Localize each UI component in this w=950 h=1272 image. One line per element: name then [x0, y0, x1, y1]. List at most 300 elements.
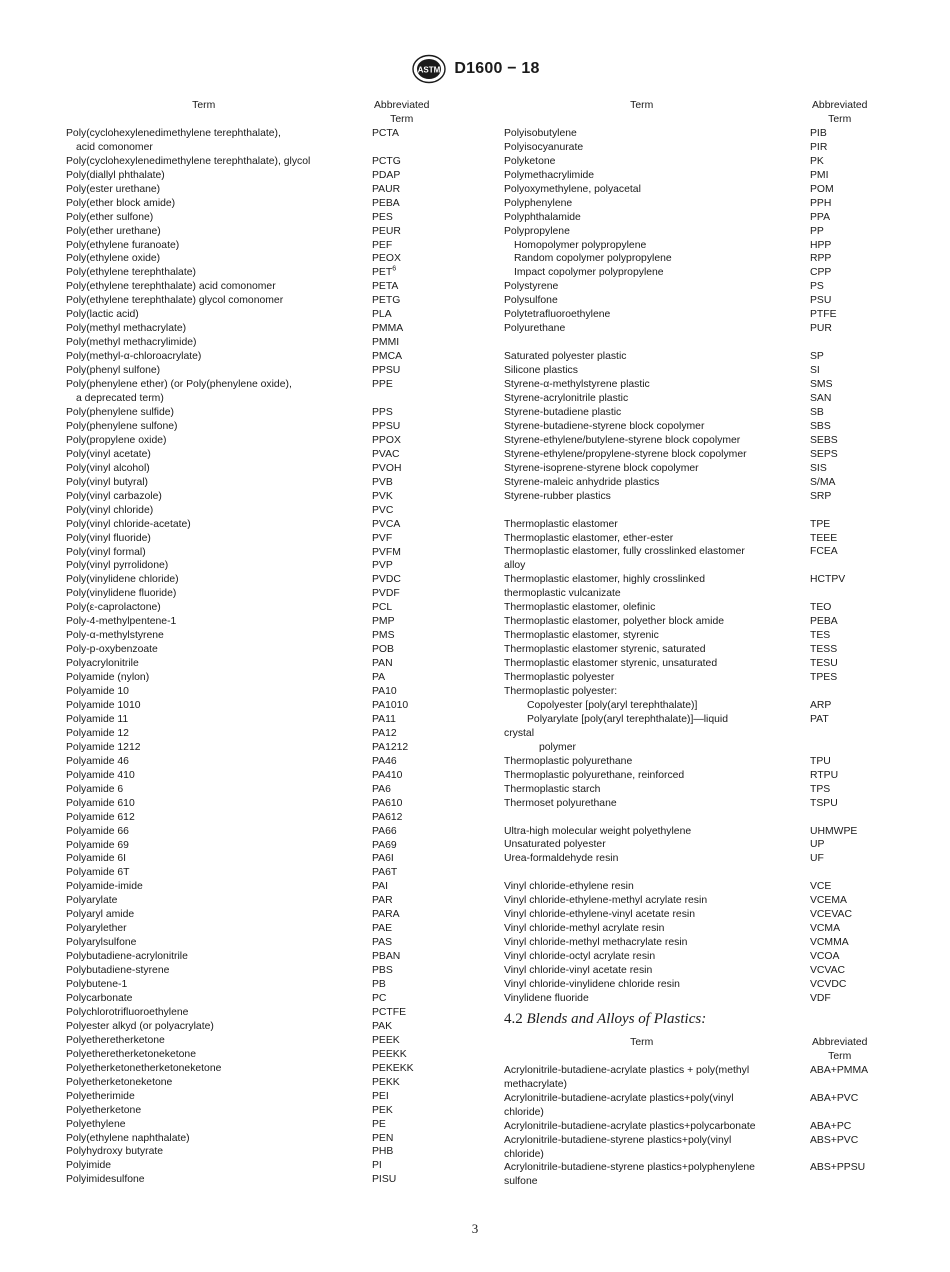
- term-cell: Silicone plastics: [504, 365, 578, 377]
- abbreviation-cell: PHB: [372, 1146, 394, 1158]
- term-cell: Polycarbonate: [66, 993, 133, 1004]
- table-row: [504, 127, 884, 141]
- abbreviation-cell: PSU: [810, 295, 832, 307]
- table-row: [66, 1132, 446, 1146]
- table-row: [504, 1106, 884, 1120]
- table-row: [504, 1092, 884, 1106]
- term-cell: Poly(vinyl acetate): [66, 448, 151, 460]
- table-row: [66, 141, 446, 155]
- abbreviation-cell: PET$^6$: [372, 265, 397, 279]
- table-row: [66, 169, 446, 183]
- table-row: [66, 755, 446, 769]
- abbreviation-cell: PPS: [372, 406, 393, 418]
- term-cell: Polyamide 410: [66, 769, 135, 781]
- table-row: [504, 755, 884, 769]
- term-cell: Poly(vinyl chloride-acetate): [66, 518, 191, 530]
- term-cell: Polyamide 11: [66, 713, 129, 725]
- left-table-header: [66, 99, 446, 127]
- term-cell: Thermoplastic elastomer, polyether block amide: [504, 616, 725, 628]
- term-cell: Polyphthalamide: [504, 211, 581, 223]
- term-cell: Poly(vinyl alcohol): [66, 462, 150, 474]
- table-row: [504, 252, 884, 266]
- abbreviation-cell: PEEKK: [372, 1048, 407, 1060]
- term-cell: Poly(ethylene naphthalate): [66, 1132, 190, 1144]
- table-row: [504, 894, 884, 908]
- term-cell: Polyetherketonetherketoneketone: [66, 1062, 222, 1074]
- table-row: [66, 880, 446, 894]
- term-cell: Polyamide 46: [66, 755, 129, 767]
- term-cell: Thermoplastic elastomer styrenic, saturated: [504, 644, 706, 656]
- term-cell: Acrylonitrile-butadiene-acrylate plastics+polycarbonate: [504, 1120, 756, 1132]
- term-cell: Styrene-acrylonitrile plastic: [504, 393, 629, 404]
- table-row: [66, 1006, 446, 1020]
- table-row: [66, 504, 446, 518]
- abbreviation-cell: POM: [810, 183, 834, 195]
- term-cell: polymer: [539, 741, 576, 753]
- term-cell: Styrene-α-methylstyrene plastic: [504, 379, 650, 391]
- table-row: [66, 364, 446, 378]
- table-row: [66, 1145, 446, 1159]
- term-cell: Polyetheretherketone: [66, 1034, 165, 1046]
- term-cell: Styrene-butadiene-styrene block copolymer: [504, 420, 705, 432]
- table-row: [66, 741, 446, 755]
- abbreviation-cell: VCVDC: [810, 978, 847, 990]
- abbreviation-cell: UP: [810, 839, 825, 851]
- term-cell: Polyoxymethylene, polyacetal: [504, 183, 641, 195]
- term-cell: Polyacrylonitrile: [66, 658, 139, 670]
- table-row: [66, 657, 446, 671]
- table-row: [504, 741, 884, 755]
- abbreviation-cell: HCTPV: [810, 574, 846, 586]
- abbreviation-cell: PDAP: [372, 169, 401, 181]
- table-row: [504, 169, 884, 183]
- term-cell: Polyamide 1010: [66, 699, 141, 711]
- table-row: [504, 1175, 884, 1189]
- term-cell: Poly(vinyl formal): [66, 546, 146, 558]
- table-row: [504, 211, 884, 225]
- abbreviation-cell: PETG: [372, 295, 401, 307]
- term-cell: Poly(propylene oxide): [66, 434, 167, 446]
- term-cell: Polystyrene: [504, 281, 559, 293]
- table-row: [504, 434, 884, 448]
- abbreviation-cell: ARP: [810, 699, 832, 711]
- term-cell: Poly(vinyl pyrrolidone): [66, 560, 169, 572]
- abbreviation-cell: FCEA: [810, 546, 838, 558]
- abbreviation-cell: TPE: [810, 518, 831, 530]
- term-cell: Vinylidene fluoride: [504, 992, 589, 1004]
- right-table-header: [504, 99, 884, 127]
- abbreviation-cell: ABA+PMMA: [810, 1064, 869, 1076]
- table-row: [66, 783, 446, 797]
- table-row: [504, 643, 884, 657]
- abbreviation-cell: PLA: [372, 309, 392, 321]
- term-cell: Thermoplastic elastomer styrenic, unsaturated: [504, 658, 718, 670]
- table-row: [504, 308, 884, 322]
- abbreviation-cell: PIB: [810, 127, 827, 139]
- term-cell: acid comonomer: [76, 141, 153, 153]
- term-cell: Polyimidesulfone: [66, 1174, 145, 1186]
- term-cell: Thermoplastic polyurethane, reinforced: [504, 769, 685, 781]
- term-cell: Polyamide 69: [66, 839, 129, 851]
- abbreviation-cell: VCOA: [810, 951, 840, 963]
- blends-table-header: [504, 1036, 884, 1064]
- table-row: [66, 197, 446, 211]
- abbreviation-cell: SP: [810, 351, 824, 363]
- section-heading-4-2: [504, 1010, 884, 1028]
- abbreviation-cell: PEI: [372, 1090, 389, 1102]
- term-cell: Poly-4-methylpentene-1: [66, 616, 177, 628]
- term-cell: Polyethylene: [66, 1118, 126, 1130]
- table-row: [66, 155, 446, 169]
- term-cell: Styrene-ethylene/butylene-styrene block copolymer: [504, 434, 741, 446]
- term-cell: Polyketone: [504, 155, 556, 167]
- table-row: [66, 1020, 446, 1034]
- table-row: [66, 559, 446, 573]
- abbreviation-cell: PPSU: [372, 420, 401, 432]
- term-cell: Poly(phenyl sulfone): [66, 365, 161, 377]
- term-cell: Polyamide 610: [66, 797, 135, 809]
- term-cell: Thermoplastic elastomer, ether-ester: [504, 532, 674, 544]
- table-row: [504, 350, 884, 364]
- term-cell: chloride): [504, 1148, 544, 1160]
- table-row: [504, 783, 884, 797]
- abbreviation-cell: PEOX: [372, 253, 401, 265]
- abbreviation-cell: PMS: [372, 630, 395, 642]
- term-cell: crystal: [504, 727, 535, 739]
- term-cell: Poly(vinylidene fluoride): [66, 588, 177, 600]
- table-row: [504, 713, 884, 727]
- abbreviation-cell: PIR: [810, 141, 828, 153]
- abbreviation-cell: VCMMA: [810, 937, 849, 949]
- table-row: [504, 239, 884, 253]
- term-cell: Polyetherketone: [66, 1104, 142, 1116]
- abbreviation-cell: PK: [810, 155, 824, 167]
- abbreviation-cell: SB: [810, 406, 824, 418]
- table-row: [66, 573, 446, 587]
- term-cell: Thermoplastic polyester: [504, 672, 615, 684]
- abbreviation-cell: PTFE: [810, 309, 837, 321]
- abbreviation-cell: ABS+PVC: [810, 1134, 859, 1146]
- abbreviation-cell: PA10: [372, 686, 397, 698]
- table-row: [504, 978, 884, 992]
- table-row: [504, 699, 884, 713]
- table-row: [66, 992, 446, 1006]
- abbreviation-cell: PVDF: [372, 588, 400, 600]
- abbreviation-cell: PE: [372, 1118, 386, 1130]
- table-row: [66, 629, 446, 643]
- term-cell: Poly(cyclohexylenedimethylene terephthalate), glycol: [66, 155, 311, 167]
- section-title: Blends and Alloys of Plastics:: [526, 1010, 707, 1027]
- table-row: [504, 462, 884, 476]
- table-row: [504, 141, 884, 155]
- term-cell: Poly-p-oxybenzoate: [66, 644, 158, 656]
- abbreviation-cell: PPA: [810, 211, 831, 223]
- abbreviation-cell: ABS+PPSU: [810, 1162, 866, 1174]
- abbreviation-cell: RTPU: [810, 769, 839, 781]
- table-row: [66, 406, 446, 420]
- term-cell: Polyamide 66: [66, 825, 129, 837]
- term-cell: Polyarylate: [66, 895, 118, 907]
- term-cell: Vinyl chloride-vinylidene chloride resin: [504, 978, 680, 990]
- table-row: [66, 685, 446, 699]
- term-cell: Polyetherketoneketone: [66, 1076, 173, 1088]
- abbreviated-term-column-header: Abbreviated Term: [811, 100, 868, 125]
- term-cell: Polybutene-1: [66, 979, 128, 991]
- term-cell: Thermoplastic elastomer: [504, 518, 618, 530]
- term-cell: Acrylonitrile-butadiene-acrylate plastics + poly(methyl: [504, 1064, 750, 1076]
- table-row: [504, 266, 884, 280]
- term-cell: Poly(vinylidene chloride): [66, 574, 179, 586]
- term-cell: Impact copolymer polypropylene: [514, 267, 664, 279]
- table-row: [66, 532, 446, 546]
- table-row: [66, 266, 446, 280]
- term-cell: Polyamide 6I: [66, 853, 127, 865]
- term-cell: Thermoplastic elastomer, styrenic: [504, 630, 659, 642]
- abbreviation-cell: PVDC: [372, 574, 401, 586]
- term-cell: Poly(ε-caprolactone): [66, 602, 161, 614]
- right-term-list: [504, 127, 884, 1006]
- term-cell: Polyetheretherketoneketone: [66, 1048, 196, 1060]
- table-row: [504, 1161, 884, 1175]
- table-row: [66, 866, 446, 880]
- table-row: [504, 825, 884, 839]
- abbreviation-cell: PVAC: [372, 448, 400, 460]
- abbreviation-cell: PVF: [372, 532, 393, 544]
- table-row: [66, 908, 446, 922]
- abbreviation-cell: VCE: [810, 881, 832, 893]
- abbreviation-cell: PEF: [372, 239, 393, 251]
- term-cell: Random copolymer polypropylene: [514, 253, 672, 265]
- abbreviation-cell: PB: [372, 979, 386, 991]
- table-row: [504, 657, 884, 671]
- table-row: [66, 587, 446, 601]
- table-row: [66, 225, 446, 239]
- table-row: [504, 629, 884, 643]
- abbreviation-cell: PVB: [372, 476, 393, 488]
- term-cell: Polyarylether: [66, 923, 127, 935]
- table-row: [504, 964, 884, 978]
- page-header: [0, 54, 950, 84]
- abbreviation-cell: PAI: [372, 881, 388, 893]
- term-cell: Poly-α-methylstyrene: [66, 630, 164, 642]
- table-row: [66, 252, 446, 266]
- term-cell: Acrylonitrile-butadiene-acrylate plastics+poly(vinyl: [504, 1092, 734, 1104]
- abbreviation-cell: S/MA: [810, 476, 836, 488]
- abbreviation-cell: VCVAC: [810, 965, 846, 977]
- abbreviation-cell: PCTA: [372, 127, 399, 139]
- abbreviation-cell: PEN: [372, 1132, 394, 1144]
- table-row: [66, 322, 446, 336]
- term-cell: sulfone: [504, 1176, 538, 1188]
- abbreviation-cell: TPES: [810, 672, 838, 684]
- term-cell: Acrylonitrile-butadiene-styrene plastics+polyphenylene: [504, 1162, 755, 1174]
- term-cell: Polyester alkyd (or polyacrylate): [66, 1020, 214, 1032]
- abbreviation-cell: PA12: [372, 727, 397, 739]
- table-row: [504, 448, 884, 462]
- term-cell: alloy: [504, 560, 526, 572]
- term-cell: Polybutadiene-styrene: [66, 965, 170, 977]
- term-cell: Polyaryl amide: [66, 909, 135, 921]
- abbreviation-cell: PI: [372, 1160, 382, 1172]
- table-row: [66, 280, 446, 294]
- term-cell: Poly(ethylene furanoate): [66, 239, 180, 251]
- abbreviation-cell: UHMWPE: [810, 825, 858, 837]
- table-row: [504, 1064, 884, 1078]
- abbreviation-cell: POB: [372, 644, 394, 656]
- table-row: [504, 880, 884, 894]
- abbreviation-cell: PAUR: [372, 183, 401, 195]
- abbreviation-cell: TPS: [810, 783, 831, 795]
- table-row: [504, 992, 884, 1006]
- term-cell: Acrylonitrile-butadiene-styrene plastics+poly(vinyl: [504, 1134, 732, 1146]
- term-cell: Polyetherimide: [66, 1090, 135, 1102]
- term-cell: Polychlorotrifluoroethylene: [66, 1006, 189, 1018]
- table-row: [504, 573, 884, 587]
- table-row: [66, 922, 446, 936]
- table-row: [504, 769, 884, 783]
- table-row: [66, 546, 446, 560]
- group-spacer: [504, 336, 884, 350]
- abbreviation-cell: PPE: [372, 379, 393, 391]
- term-cell: Urea-formaldehyde resin: [504, 853, 619, 865]
- table-row: [66, 713, 446, 727]
- table-row: [66, 350, 446, 364]
- term-cell: Polyisocyanurate: [504, 141, 584, 153]
- abbreviation-cell: SRP: [810, 490, 832, 502]
- table-row: [66, 490, 446, 504]
- term-cell: Poly(lactic acid): [66, 309, 139, 321]
- term-cell: Polyarylsulfone: [66, 937, 137, 949]
- table-row: [66, 211, 446, 225]
- abbreviated-term-column-header: Abbreviated Term: [811, 1036, 868, 1062]
- term-cell: Vinyl chloride-ethylene resin: [504, 881, 634, 893]
- term-cell: Poly(ethylene terephthalate) acid comonomer: [66, 281, 276, 293]
- term-cell: Poly(ethylene oxide): [66, 253, 161, 265]
- term-cell: Thermoplastic elastomer, fully crosslinked elastomer: [504, 546, 745, 558]
- left-term-list: [66, 127, 446, 1187]
- table-row: [66, 462, 446, 476]
- table-row: [66, 1090, 446, 1104]
- table-row: [66, 1159, 446, 1173]
- table-row: [66, 1118, 446, 1132]
- abbreviation-cell: PVCA: [372, 518, 401, 530]
- term-cell: Poly(vinyl carbazole): [66, 490, 162, 502]
- abbreviation-cell: PEK: [372, 1104, 393, 1116]
- table-row: [66, 1173, 446, 1187]
- abbreviation-cell: PPOX: [372, 434, 401, 446]
- abbreviation-cell: SMS: [810, 379, 833, 391]
- term-column-header: Term: [630, 100, 654, 111]
- abbreviation-cell: VDF: [810, 992, 831, 1004]
- term-cell: Styrene-maleic anhydride plastics: [504, 476, 660, 488]
- table-row: [66, 448, 446, 462]
- group-spacer: [504, 504, 884, 518]
- abbreviation-cell: PETA: [372, 281, 399, 293]
- table-row: [66, 852, 446, 866]
- term-cell: Vinyl chloride-octyl acrylate resin: [504, 951, 656, 963]
- abbreviation-cell: PA1010: [372, 699, 409, 711]
- term-cell: Vinyl chloride-ethylene-methyl acrylate resin: [504, 895, 708, 907]
- table-row: [66, 434, 446, 448]
- abbreviation-cell: PAN: [372, 658, 393, 670]
- table-row: [66, 601, 446, 615]
- right-column: [504, 99, 884, 1189]
- term-cell: Poly(diallyl phthalate): [66, 169, 165, 181]
- abbreviation-cell: VCEMA: [810, 895, 847, 907]
- table-row: [66, 825, 446, 839]
- abbreviation-cell: PP: [810, 225, 824, 237]
- term-cell: a deprecated term): [76, 393, 164, 405]
- table-row: [66, 1104, 446, 1118]
- abbreviation-cell: PEBA: [810, 616, 838, 628]
- abbreviation-cell: SI: [810, 365, 820, 377]
- term-cell: Poly(phenylene sulfide): [66, 406, 175, 418]
- abbreviation-cell: TEO: [810, 602, 832, 614]
- term-cell: Polymethacrylimide: [504, 169, 595, 181]
- abbreviation-cell: CPP: [810, 267, 832, 279]
- table-row: [66, 839, 446, 853]
- term-cell: thermoplastic vulcanizate: [504, 588, 621, 600]
- term-cell: Polysulfone: [504, 295, 558, 307]
- table-row: [504, 225, 884, 239]
- svg-text:ASTM: ASTM: [418, 65, 441, 75]
- term-cell: Thermoset polyurethane: [504, 797, 617, 809]
- abbreviation-cell: PC: [372, 993, 387, 1004]
- term-cell: Styrene-rubber plastics: [504, 490, 611, 502]
- abbreviation-cell: TESU: [810, 658, 838, 670]
- abbreviation-cell: PBAN: [372, 951, 401, 963]
- term-cell: Poly(methyl-α-chloroacrylate): [66, 351, 202, 363]
- term-cell: Poly(methyl methacrylate): [66, 323, 187, 335]
- table-row: [66, 950, 446, 964]
- abbreviation-cell: PISU: [372, 1174, 397, 1186]
- abbreviation-cell: PVC: [372, 504, 394, 516]
- term-cell: Polyamide 6T: [66, 867, 130, 879]
- term-cell: Polyphenylene: [504, 197, 573, 209]
- abbreviation-cell: VCEVAC: [810, 909, 852, 921]
- left-column: [66, 99, 446, 1187]
- abbreviation-cell: PMMA: [372, 323, 404, 335]
- term-cell: Polyamide 6: [66, 783, 124, 795]
- abbreviation-cell: PA6T: [372, 867, 398, 879]
- term-cell: Thermoplastic polyester:: [504, 686, 618, 697]
- abbreviation-cell: PEBA: [372, 197, 400, 209]
- table-row: [66, 936, 446, 950]
- abbreviation-cell: PCTFE: [372, 1006, 407, 1018]
- term-cell: Styrene-isoprene-styrene block copolymer: [504, 462, 699, 474]
- abbreviation-cell: TPU: [810, 755, 831, 767]
- abbreviation-cell: PAE: [372, 923, 393, 935]
- term-cell: Styrene-ethylene/propylene-styrene block copolymer: [504, 448, 747, 460]
- abbreviation-cell: PMMI: [372, 337, 400, 349]
- term-cell: chloride): [504, 1106, 544, 1118]
- table-row: [66, 378, 446, 392]
- table-row: [66, 1062, 446, 1076]
- term-cell: Styrene-butadiene plastic: [504, 406, 622, 418]
- table-row: [66, 964, 446, 978]
- term-cell: Vinyl chloride-vinyl acetate resin: [504, 965, 653, 977]
- table-row: [66, 476, 446, 490]
- term-cell: Thermoplastic elastomer, olefinic: [504, 602, 656, 614]
- table-row: [66, 671, 446, 685]
- page-number: 3: [471, 1221, 479, 1236]
- table-row: [66, 127, 446, 141]
- blends-term-list: [504, 1064, 884, 1190]
- table-row: [66, 699, 446, 713]
- abbreviation-cell: PES: [372, 211, 393, 223]
- table-row: [66, 1076, 446, 1090]
- table-row: [504, 1120, 884, 1134]
